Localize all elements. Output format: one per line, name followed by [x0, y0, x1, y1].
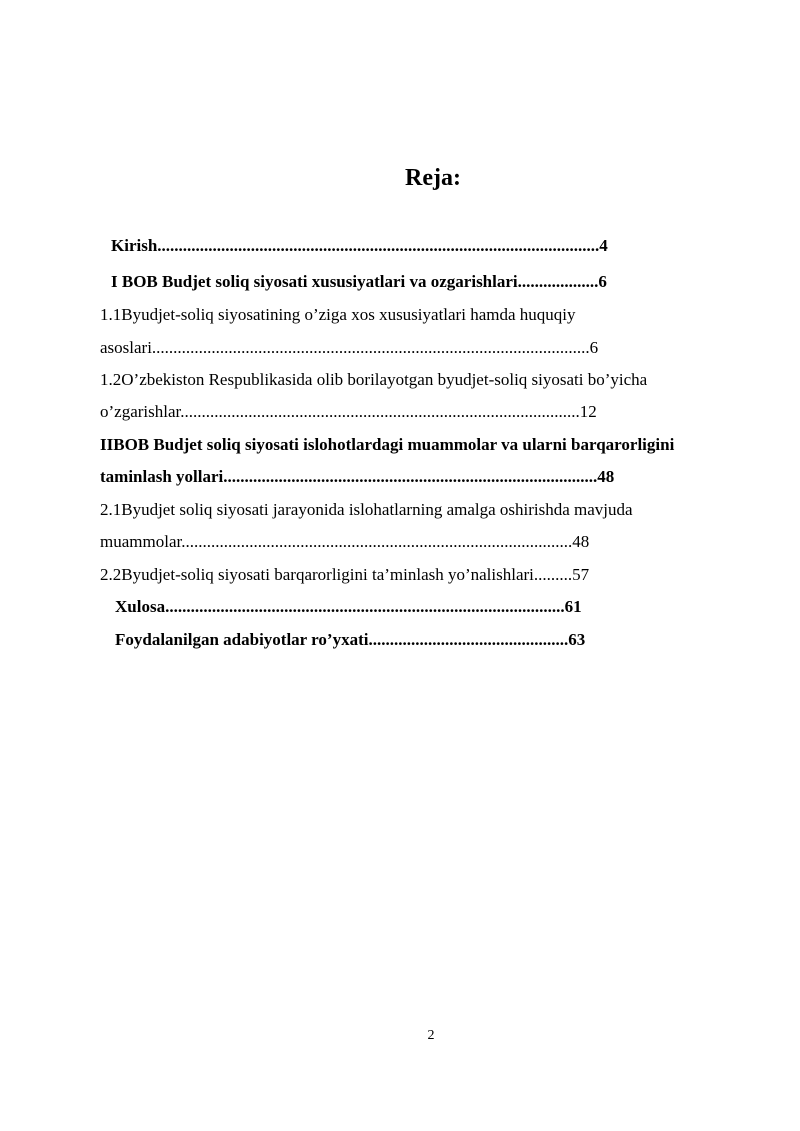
toc-entry-1-2: 1.2O’zbekiston Respublikasida olib borilayotgan byudjet-soliq siyosati bo’yicha [100, 370, 648, 389]
toc-entry-1-2-continued: o’zgarishlar..............................................................................................12 [100, 402, 597, 421]
toc-entry-chapter-1: I BOB Budjet soliq siyosati xususiyatlari va ozgarishlari...................6 [111, 272, 607, 291]
toc-entry-chapter-2: IIBOB Budjet soliq siyosati islohotlardagi muammolar va ularni barqarorligini [100, 435, 675, 454]
toc-entry-adabiyotlar: Foydalanilgan adabiyotlar ro’yxati...............................................63 [115, 630, 586, 649]
page-title: Reja: [405, 165, 461, 191]
toc-entry-kirish: Kirish........................................................................................................4 [111, 236, 608, 255]
page-number: 2 [427, 1028, 435, 1043]
toc-entry-2-1: 2.1Byudjet soliq siyosati jarayonida islohatlarning amalga oshirishda mavjuda [100, 500, 633, 519]
toc-entry-2-1-continued: muammolar............................................................................................48 [100, 532, 590, 551]
toc-entry-xulosa: Xulosa..............................................................................................61 [115, 597, 582, 616]
toc-entry-1-1-continued: asoslari.......................................................................................................6 [100, 338, 599, 357]
toc-entry-2-2: 2.2Byudjet-soliq siyosati barqarorligini ta’minlash yo’nalishlari.........57 [100, 565, 590, 584]
toc-entry-chapter-2-continued: taminlash yollari........................................................................................48 [100, 467, 615, 486]
toc-entry-1-1: 1.1Byudjet-soliq siyosatining o’ziga xos xususiyatlari hamda huquqiy [100, 305, 576, 324]
